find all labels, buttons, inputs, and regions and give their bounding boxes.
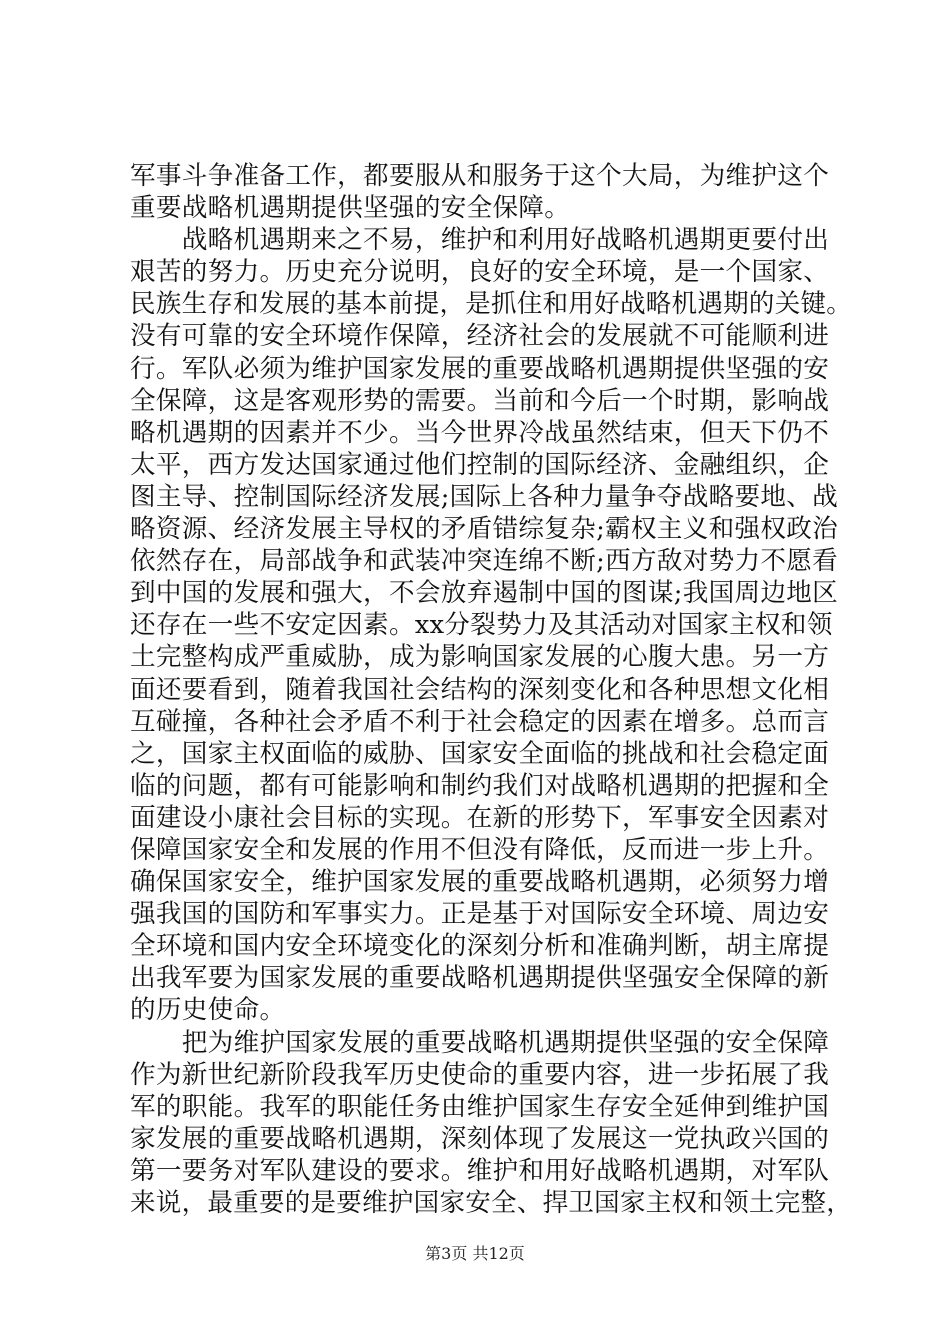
text-line: 之，国家主权面临的威胁、国家安全面临的挑战和社会稳定面 [130,738,830,769]
text-line: 保障国家安全和发展的作用不但没有降低，反而进一步上升。 [130,834,830,865]
text-line: 略资源、经济发展主导权的矛盾错综复杂;霸权主义和强权政治 [130,514,839,545]
text-line: 土完整构成严重威胁，成为影响国家发展的心腹大患。另一方 [130,642,830,673]
page-footer [0,1244,950,1264]
text-line: 面还要看到，随着我国社会结构的深刻变化和各种思想文化相 [130,674,830,705]
paragraph-start-line: 战略机遇期来之不易，维护和利用好战略机遇期更要付出 [130,225,830,256]
text-line: 军的职能。我军的职能任务由维护国家生存安全延伸到维护国 [130,1091,830,1122]
text-line: 略机遇期的因素并不少。当今世界冷战虽然结束，但天下仍不 [130,417,830,448]
text-line: 图主导、控制国际经济发展;国际上各种力量争夺战略要地、战 [130,481,839,512]
text-line: 全环境和国内安全环境变化的深刻分析和准确判断，胡主席提 [130,931,830,962]
paragraph-start-line: 把为维护国家发展的重要战略机遇期提供坚强的安全保障 [130,1027,830,1058]
page-number: 第3页 共12页 [425,1244,525,1263]
text-line: 全保障，这是客观形势的需要。当前和今后一个时期，影响战 [130,385,830,416]
text-line: 作为新世纪新阶段我军历史使命的重要内容，进一步拓展了我 [130,1059,830,1090]
text-line: 重要战略机遇期提供坚强的安全保障。 [130,193,571,224]
text-line: 艰苦的努力。历史充分说明，良好的安全环境，是一个国家、 [130,257,830,288]
text-line: 面建设小康社会目标的实现。在新的形势下，军事安全因素对 [130,802,830,833]
text-line: 互碰撞，各种社会矛盾不利于社会稳定的因素在增多。总而言 [130,706,830,737]
text-line: 来说，最重要的是要维护国家安全、捍卫国家主权和领土完整， [130,1188,853,1218]
text-line: 第一要务对军队建设的要求。维护和用好战略机遇期，对军队 [130,1155,830,1186]
text-line: 强我国的国防和军事实力。正是基于对国际安全环境、周边安 [130,899,830,930]
text-line: 到中国的发展和强大，不会放弃遏制中国的图谋;我国周边地区 [130,578,839,609]
text-line: 太平，西方发达国家通过他们控制的国际经济、金融组织，企 [130,449,830,480]
text-line: 民族生存和发展的基本前提，是抓住和用好战略机遇期的关键。 [130,289,853,320]
text-line: 军事斗争准备工作，都要服从和服务于这个大局，为维护这个 [130,161,830,191]
text-line: 没有可靠的安全环境作保障，经济社会的发展就不可能顺利进 [130,321,830,352]
text-line: 家发展的重要战略机遇期，深刻体现了发展这一党执政兴国的 [130,1123,830,1154]
text-line: 临的问题，都有可能影响和制约我们对战略机遇期的把握和全 [130,770,830,801]
body-text [130,160,853,1219]
text-line: 的历史使命。 [130,995,286,1026]
text-line: 还存在一些不安定因素。xx分裂势力及其活动对国家主权和领 [130,610,833,641]
text-line: 依然存在，局部战争和武装冲突连绵不断;西方敌对势力不愿看 [130,546,839,577]
text-line: 出我军要为国家发展的重要战略机遇期提供坚强安全保障的新 [130,963,830,994]
text-line: 行。军队必须为维护国家发展的重要战略机遇期提供坚强的安 [130,353,830,384]
text-line: 确保国家安全，维护国家发展的重要战略机遇期，必须努力增 [130,867,830,898]
